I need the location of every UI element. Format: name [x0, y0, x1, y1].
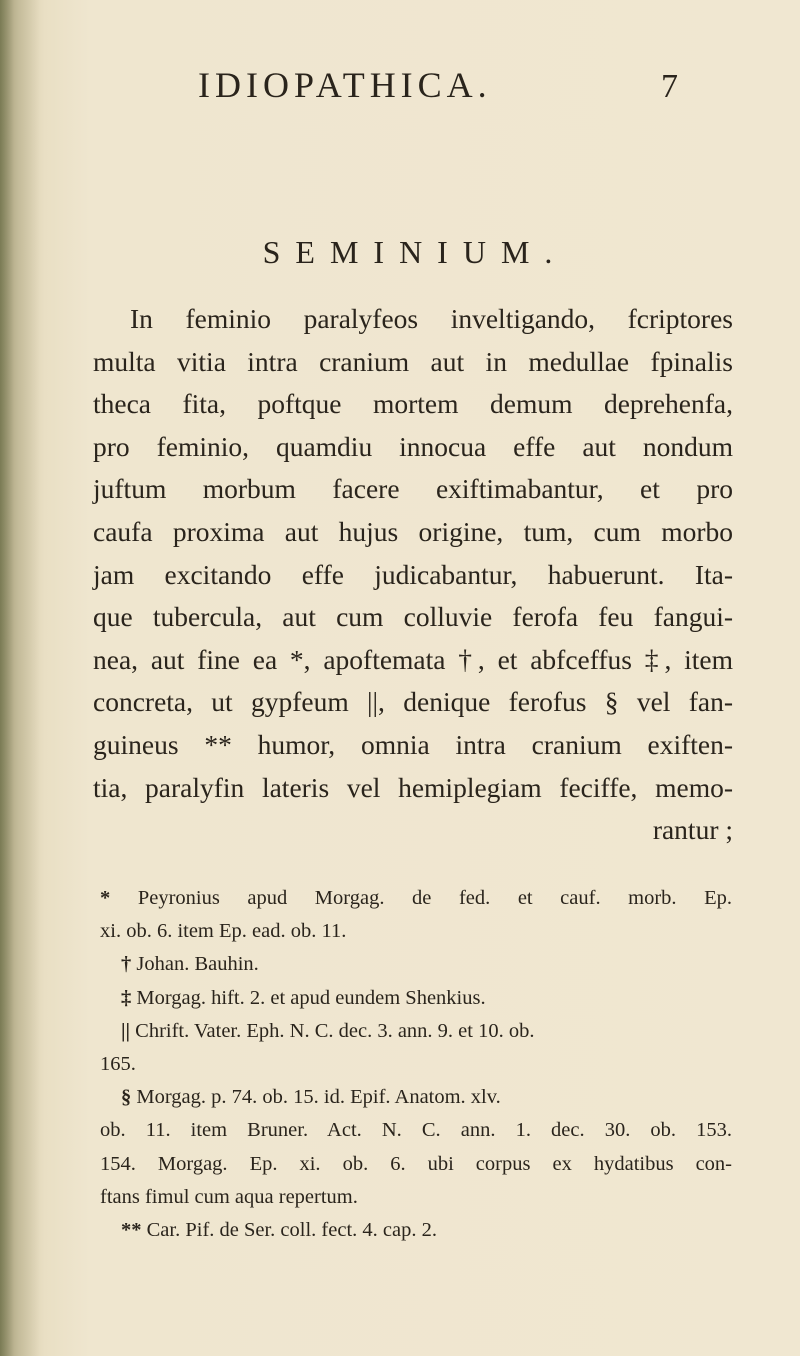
footnote-mark: ** — [121, 1219, 142, 1242]
footnote-line — [100, 1081, 732, 1114]
footnotes — [100, 882, 732, 1247]
footnote-text: 165. — [100, 1053, 136, 1076]
footnote-line — [100, 1148, 732, 1181]
body-line: concreta, ut gypfeum ||, denique ferofus § vel fan- — [93, 686, 733, 718]
footnote-mark: ‡ — [121, 986, 132, 1009]
footnote-mark: § — [121, 1086, 132, 1109]
body-line: jam excitando effe judicabantur, habuerunt. Ita- — [93, 558, 733, 590]
body-line: theca fita, poftque mortem demum deprehenfa, — [93, 388, 733, 420]
footnote-line — [100, 915, 732, 948]
footnote-mark: † — [121, 953, 132, 976]
body-line: juftum morbum facere exiftimabantur, et pro — [93, 473, 733, 505]
body-line: tia, paralyfin lateris vel hemiplegiam feciffe, memo- — [93, 771, 733, 803]
binding-gutter-shadow — [0, 0, 40, 1356]
page-header — [198, 64, 678, 108]
section-title: SEMINIUM. — [262, 234, 568, 270]
footnote-line — [100, 1114, 732, 1147]
footnote-text: Johan. Bauhin. — [136, 953, 259, 976]
footnote-text: ftans fimul cum aqua repertum. — [100, 1185, 358, 1208]
footnote-text: xi. ob. 6. item Ep. ead. ob. 11. — [100, 920, 347, 943]
body-line: In feminio paralyfeos inveltigando, fcriptores — [130, 303, 733, 334]
footnote-line — [100, 982, 732, 1015]
footnote-text: Peyronius apud Morgag. de fed. et cauf. morb. Ep. — [137, 887, 733, 909]
footnote-mark: * — [100, 887, 111, 909]
footnote-line — [100, 882, 732, 915]
body-line: pro feminio, quamdiu innocua effe aut nondum — [93, 430, 733, 462]
body-paragraph — [93, 298, 733, 852]
footnote-mark: || — [121, 1019, 131, 1042]
footnote-line — [100, 1214, 732, 1247]
body-line: multa vitia intra cranium aut in medullae fpinalis — [93, 345, 733, 377]
footnote-text: Chrift. Vater. Eph. N. C. dec. 3. ann. 9. et 10. ob. — [135, 1019, 535, 1042]
footnote-text: 154. Morgag. Ep. xi. ob. 6. ubi corpus ex hydatibus con- — [100, 1152, 732, 1175]
footnote-line — [100, 1048, 732, 1081]
footnote-text: ob. 11. item Bruner. Act. N. C. ann. 1. dec. 30. ob. 153. — [100, 1119, 732, 1142]
running-title: IDIOPATHICA. — [198, 65, 492, 105]
footnote-line — [100, 1181, 732, 1214]
body-line: rantur ; — [652, 814, 733, 846]
footnote-text: Morgag. hift. 2. et apud eundem Shenkius. — [136, 986, 486, 1009]
body-line: nea, aut fine ea *, apoftemata †, et abfceffus ‡, item — [93, 643, 733, 675]
footnote-text: Car. Pif. de Ser. coll. fect. 4. cap. 2. — [146, 1219, 437, 1242]
page-number: 7 — [661, 68, 678, 105]
body-line: que tubercula, aut cum colluvie ferofa feu fangui- — [93, 601, 733, 633]
footnote-line — [100, 948, 732, 981]
body-line: caufa proxima aut hujus origine, tum, cum morbo — [93, 515, 733, 547]
body-line: guineus ** humor, omnia intra cranium exiften- — [93, 728, 733, 760]
footnote-line — [100, 1015, 732, 1048]
footnote-text: Morgag. p. 74. ob. 15. id. Epif. Anatom. xlv. — [136, 1086, 501, 1109]
